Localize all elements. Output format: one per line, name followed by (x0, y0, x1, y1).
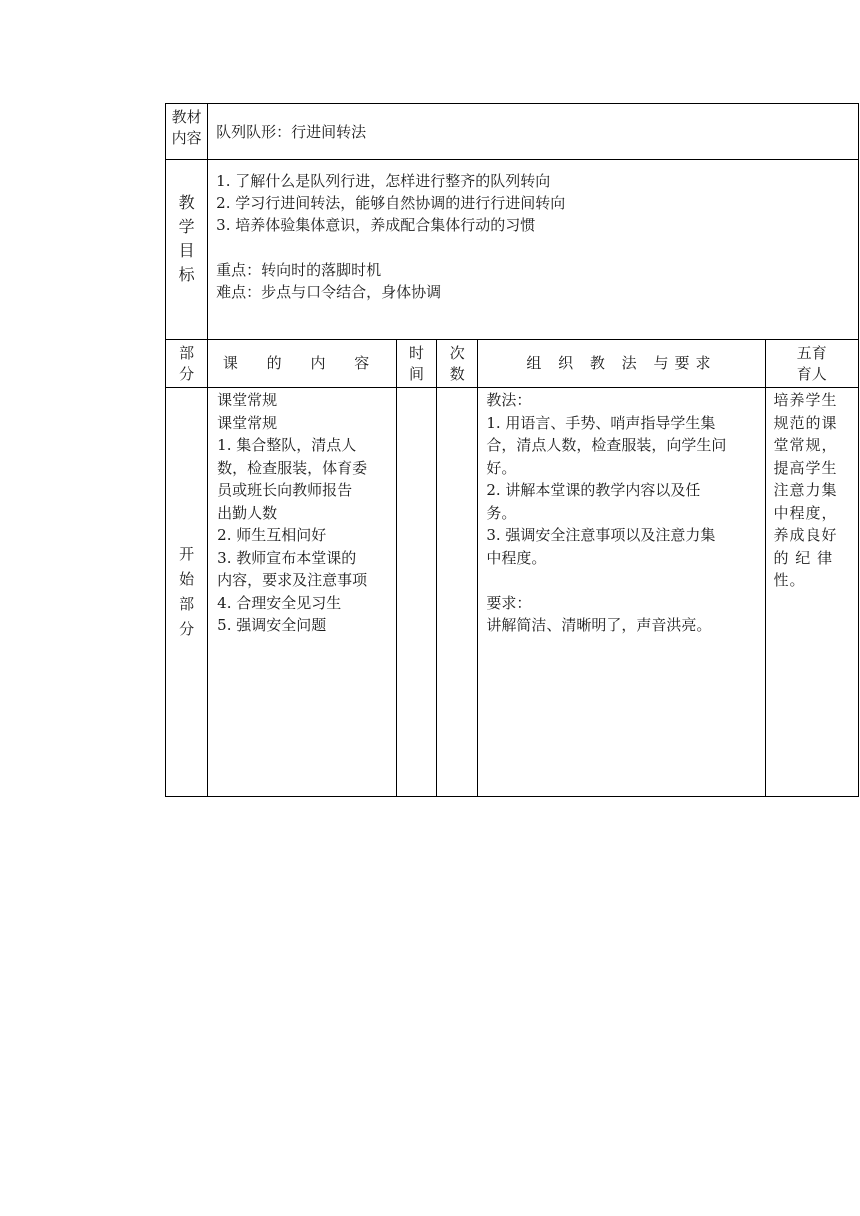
header-content: 课 的 内 容 (208, 340, 397, 388)
header-row (166, 340, 859, 388)
start-count (437, 388, 478, 797)
start-method: 教法： 1. 用语言、手势、哨声指导学生集 合，清点人数，检查服装，向学生问 好。 2. 讲解本堂课的教学内容以及任 务。 3. 强调安全注意事项以及注意力集 中程度。 要求： 讲解简洁、清晰明了，声音洪亮。 (478, 388, 765, 797)
start-time (396, 388, 436, 797)
header-count: 次 数 (437, 340, 478, 388)
key-point: 重点：转向时的落脚时机 (216, 260, 382, 279)
textbook-row (166, 104, 859, 160)
start-part-label: 开 始 部 分 (166, 388, 208, 797)
header-part: 部 分 (166, 340, 208, 388)
start-content: 课堂常规 课堂常规 1. 集合整队，清点人 数，检查服装，体育委 员或班长向教师报告 出勤人数 2. 师生互相问好 3. 教师宣布本堂课的 内容，要求及注意事项 4. 合理安全见习生 5. 强调安全问题 (208, 388, 397, 797)
start-education: 培养学生 规范的课 堂常规， 提高学生 注意力集 中程度， 养成良好 的 纪 律 性。 (765, 388, 858, 797)
objectives-label: 教 学 目 标 (166, 160, 208, 340)
objectives-row (166, 160, 859, 340)
requirement-text: 讲解简洁、清晰明了，声音洪亮。 (486, 616, 712, 634)
textbook-label: 教材 内容 (166, 104, 208, 160)
header-time: 时 间 (396, 340, 436, 388)
method-title: 教法： (486, 391, 532, 409)
requirement-title: 要求： (486, 593, 532, 612)
textbook-content: 队列队形：行进间转法 (208, 104, 859, 160)
header-education: 五育 育人 (765, 340, 858, 388)
goal-item: 3. 培养体验集体意识，养成配合集体行动的习惯 (216, 216, 536, 234)
difficulty-point: 难点：步点与口令结合，身体协调 (216, 282, 442, 301)
start-section-row (166, 388, 859, 797)
goal-item: 2. 学习行进间转法，能够自然协调的进行行进间转向 (216, 194, 566, 212)
header-method: 组 织 教 法 与要求 (478, 340, 765, 388)
goal-item: 1. 了解什么是队列行进，怎样进行整齐的队列转向 (216, 172, 551, 190)
lesson-plan-table (165, 103, 859, 797)
objectives-content (208, 160, 859, 340)
